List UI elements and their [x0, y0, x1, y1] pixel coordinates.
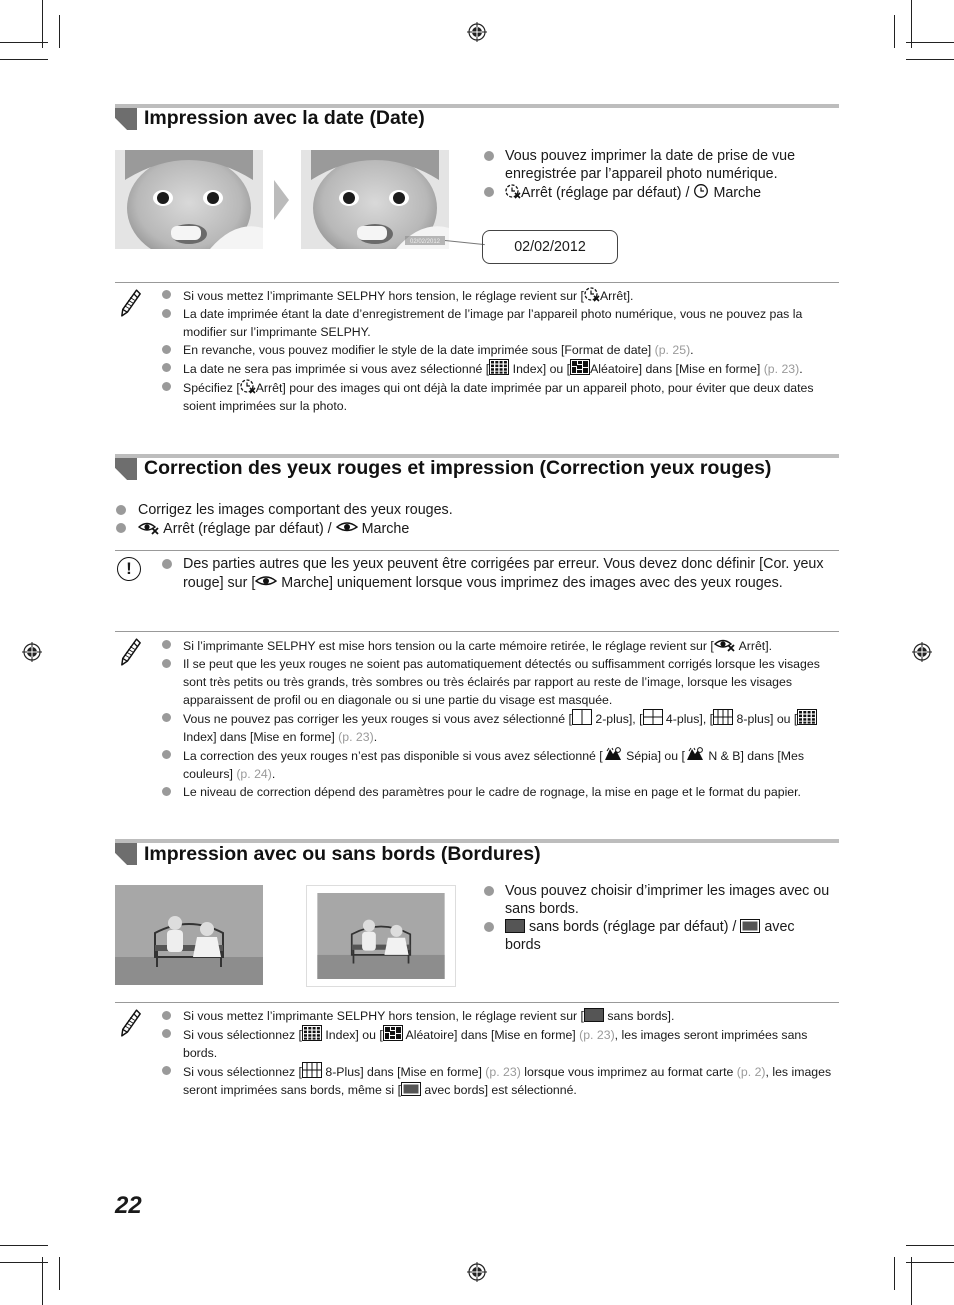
- note-item: Si vous mettez l’imprimante SELPHY hors tension, le réglage revient sur [ sans bords].: [160, 1007, 832, 1025]
- page-reference[interactable]: (p. 24): [236, 767, 272, 781]
- crop-mark: [0, 59, 48, 60]
- bullet-dot: [484, 886, 494, 896]
- crop-mark: [59, 1257, 60, 1290]
- 2-plus-icon: [572, 709, 592, 725]
- 4-plus-icon: [643, 709, 663, 725]
- date-notes: [160, 286, 832, 415]
- date-bullet-1: Vous pouvez imprimer la date de prise de vue enregistrée par l’appareil photo numérique.: [505, 148, 796, 182]
- redeye-bullet-1: Corrigez les images comportant des yeux rouges.: [138, 502, 453, 518]
- border-notes: [160, 1007, 832, 1099]
- bullet-dot: [484, 187, 494, 197]
- baby-photo-without-date: [115, 150, 263, 249]
- note-item: Le niveau de correction dépend des paramètres pour le cadre de rognage, la mise en page et le format du papier.: [160, 783, 832, 801]
- note-item: La date imprimée étant la date d’enregistrement de l’image par l’appareil photo numérique, vous ne pouvez pas la modifier sur l’imprimante SELPHY.: [160, 305, 832, 341]
- redeye-off-icon: [138, 519, 160, 535]
- bullet-dot: [484, 922, 494, 932]
- pencil-icon: [120, 1008, 142, 1038]
- crop-mark: [42, 0, 43, 48]
- section-flag-icon: [115, 108, 137, 130]
- bullet-dot: [484, 151, 494, 161]
- section-title: Impression avec ou sans bords (Bordures): [144, 843, 541, 865]
- page-number: 22: [115, 1192, 142, 1219]
- crop-mark: [42, 1257, 43, 1305]
- caution-icon: !: [117, 557, 141, 581]
- borderless-icon: [584, 1008, 604, 1022]
- redeye-off-icon: [714, 636, 736, 652]
- page-reference[interactable]: (p. 23): [579, 1028, 615, 1042]
- note-item: Si vous mettez l’imprimante SELPHY hors tension, le réglage revient sur [ Arrêt].: [160, 286, 832, 305]
- section-title: Impression avec la date (Date): [144, 107, 425, 129]
- redeye-on-icon: [336, 519, 358, 535]
- bullet-dot: [162, 559, 172, 569]
- page-reference[interactable]: (p. 2): [736, 1065, 766, 1079]
- page-reference[interactable]: (p. 23): [338, 730, 374, 744]
- note-item: Si l’imprimante SELPHY est mise hors tension ou la carte mémoire retirée, le réglage revient sur [ Arrêt].: [160, 636, 832, 655]
- 8-plus-icon: [713, 709, 733, 725]
- crop-mark: [906, 42, 954, 43]
- my-colors-icon: [685, 746, 705, 762]
- borderless-icon: [505, 919, 525, 933]
- note-item: La date ne sera pas imprimée si vous avez sélectionné [ Index] ou [ Aléatoire] dans [Mise en forme] (p. 23).: [160, 359, 832, 378]
- children-photo-bordered-frame: [306, 885, 456, 987]
- note-item: Il se peut que les yeux rouges ne soient pas automatiquement détectés ou suffisamment corrigés lorsque les visages sont très petits ou très grands, très sombres ou très éclairés par rapport au reste de l’image, lorsque les visages apparaissent de profil ou en diagonale ou si une partie du visage est masquée.: [160, 655, 832, 709]
- arrow-right-icon: [274, 180, 289, 220]
- registration-mark-icon: [467, 1262, 487, 1282]
- shuffle-layout-icon: [570, 359, 590, 375]
- registration-mark-icon: [467, 22, 487, 42]
- crop-mark: [911, 1257, 912, 1305]
- crop-mark: [0, 42, 48, 43]
- pencil-icon: [120, 637, 142, 667]
- crop-mark: [911, 0, 912, 48]
- crop-mark: [894, 15, 895, 48]
- crop-mark: [0, 1262, 48, 1263]
- date-on-icon: [693, 183, 709, 199]
- crop-mark: [906, 59, 954, 60]
- border-bullet-2: sans bords (réglage par défaut) / avec bords: [505, 919, 795, 953]
- bullet-dot: [116, 505, 126, 515]
- redeye-bullet-2: Arrêt (réglage par défaut) / Marche: [138, 519, 409, 538]
- index-icon: [302, 1025, 322, 1041]
- date-callout: 02/02/2012: [482, 230, 618, 264]
- note-rule: [115, 282, 839, 283]
- date-off-icon: [584, 286, 600, 302]
- date-off-icon: [240, 378, 256, 394]
- index-icon: [797, 709, 817, 725]
- date-stamp: 02/02/2012: [409, 239, 441, 245]
- baby-photo-with-date: [301, 150, 449, 249]
- section-flag-icon: [115, 458, 137, 480]
- children-photo-bordered: [316, 893, 446, 979]
- bordered-icon: [740, 919, 760, 933]
- note-rule: [115, 631, 839, 632]
- caution-text: Des parties autres que les yeux peuvent être corrigées par erreur. Vous devez donc définir [Cor. yeux rouge] sur [ Marche] uniquement lorsque vous imprimez des images avec des yeux rouges.: [183, 556, 824, 591]
- bullet-text: Marche: [713, 185, 762, 201]
- date-bullet-2: [505, 183, 761, 202]
- note-item: Spécifiez [ Arrêt] pour des images qui ont déjà la date imprimée par un appareil photo, pour éviter que deux dates soient imprimées sur la photo.: [160, 378, 832, 415]
- crop-mark: [59, 15, 60, 48]
- registration-mark-icon: [22, 642, 42, 662]
- crop-mark: [906, 1245, 954, 1246]
- note-item: En revanche, vous pouvez modifier le style de la date imprimée sous [Format de date] (p. 25).: [160, 341, 832, 359]
- section-flag-icon: [115, 843, 137, 865]
- page-reference[interactable]: (p. 25): [654, 343, 691, 357]
- bullet-dot: [116, 523, 126, 533]
- bordered-icon: [401, 1082, 421, 1096]
- shuffle-layout-icon: [383, 1025, 403, 1041]
- note-item: Si vous sélectionnez [ 8-Plus] dans [Mise en forme] (p. 23) lorsque vous imprimez au format carte (p. 2), les images seront imprimées sans bords, même si [ avec bords] est sélectionné.: [160, 1062, 832, 1099]
- note-item: Si vous sélectionnez [ Index] ou [ Aléatoire] dans [Mise en forme] (p. 23), les images seront imprimées sans bords.: [160, 1025, 832, 1062]
- bullet-text: Arrêt (réglage par défaut) /: [521, 185, 694, 201]
- note-item: Vous ne pouvez pas corriger les yeux rouges si vous avez sélectionné [ 2-plus], [ 4-plus], [ 8-plus] ou [ Index] dans [Mise en forme] (p. 23).: [160, 709, 832, 746]
- page-reference[interactable]: (p. 23): [763, 362, 800, 376]
- note-item: La correction des yeux rouges n’est pas disponible si vous avez sélectionné [ Sépia] ou [ N & B] dans [Mes couleurs] (p. 24).: [160, 746, 832, 783]
- crop-mark: [906, 1262, 954, 1263]
- crop-mark: [0, 1245, 48, 1246]
- note-rule: [115, 1002, 839, 1003]
- my-colors-icon: [603, 746, 623, 762]
- pencil-icon: [120, 288, 142, 318]
- index-icon: [489, 359, 509, 375]
- 8-plus-icon: [302, 1062, 322, 1078]
- date-off-icon: [505, 183, 521, 199]
- section-title: Correction des yeux rouges et impression (Correction yeux rouges): [144, 457, 772, 479]
- redeye-notes: [160, 636, 832, 801]
- page-reference[interactable]: (p. 23): [485, 1065, 521, 1079]
- redeye-on-icon: [255, 573, 277, 589]
- registration-mark-icon: [912, 642, 932, 662]
- border-bullet-1: Vous pouvez choisir d’imprimer les images avec ou sans bords.: [505, 883, 830, 917]
- callout-pointer: [445, 240, 485, 245]
- crop-mark: [894, 1257, 895, 1290]
- caution-rule: [115, 550, 839, 551]
- children-photo-borderless: [115, 885, 263, 985]
